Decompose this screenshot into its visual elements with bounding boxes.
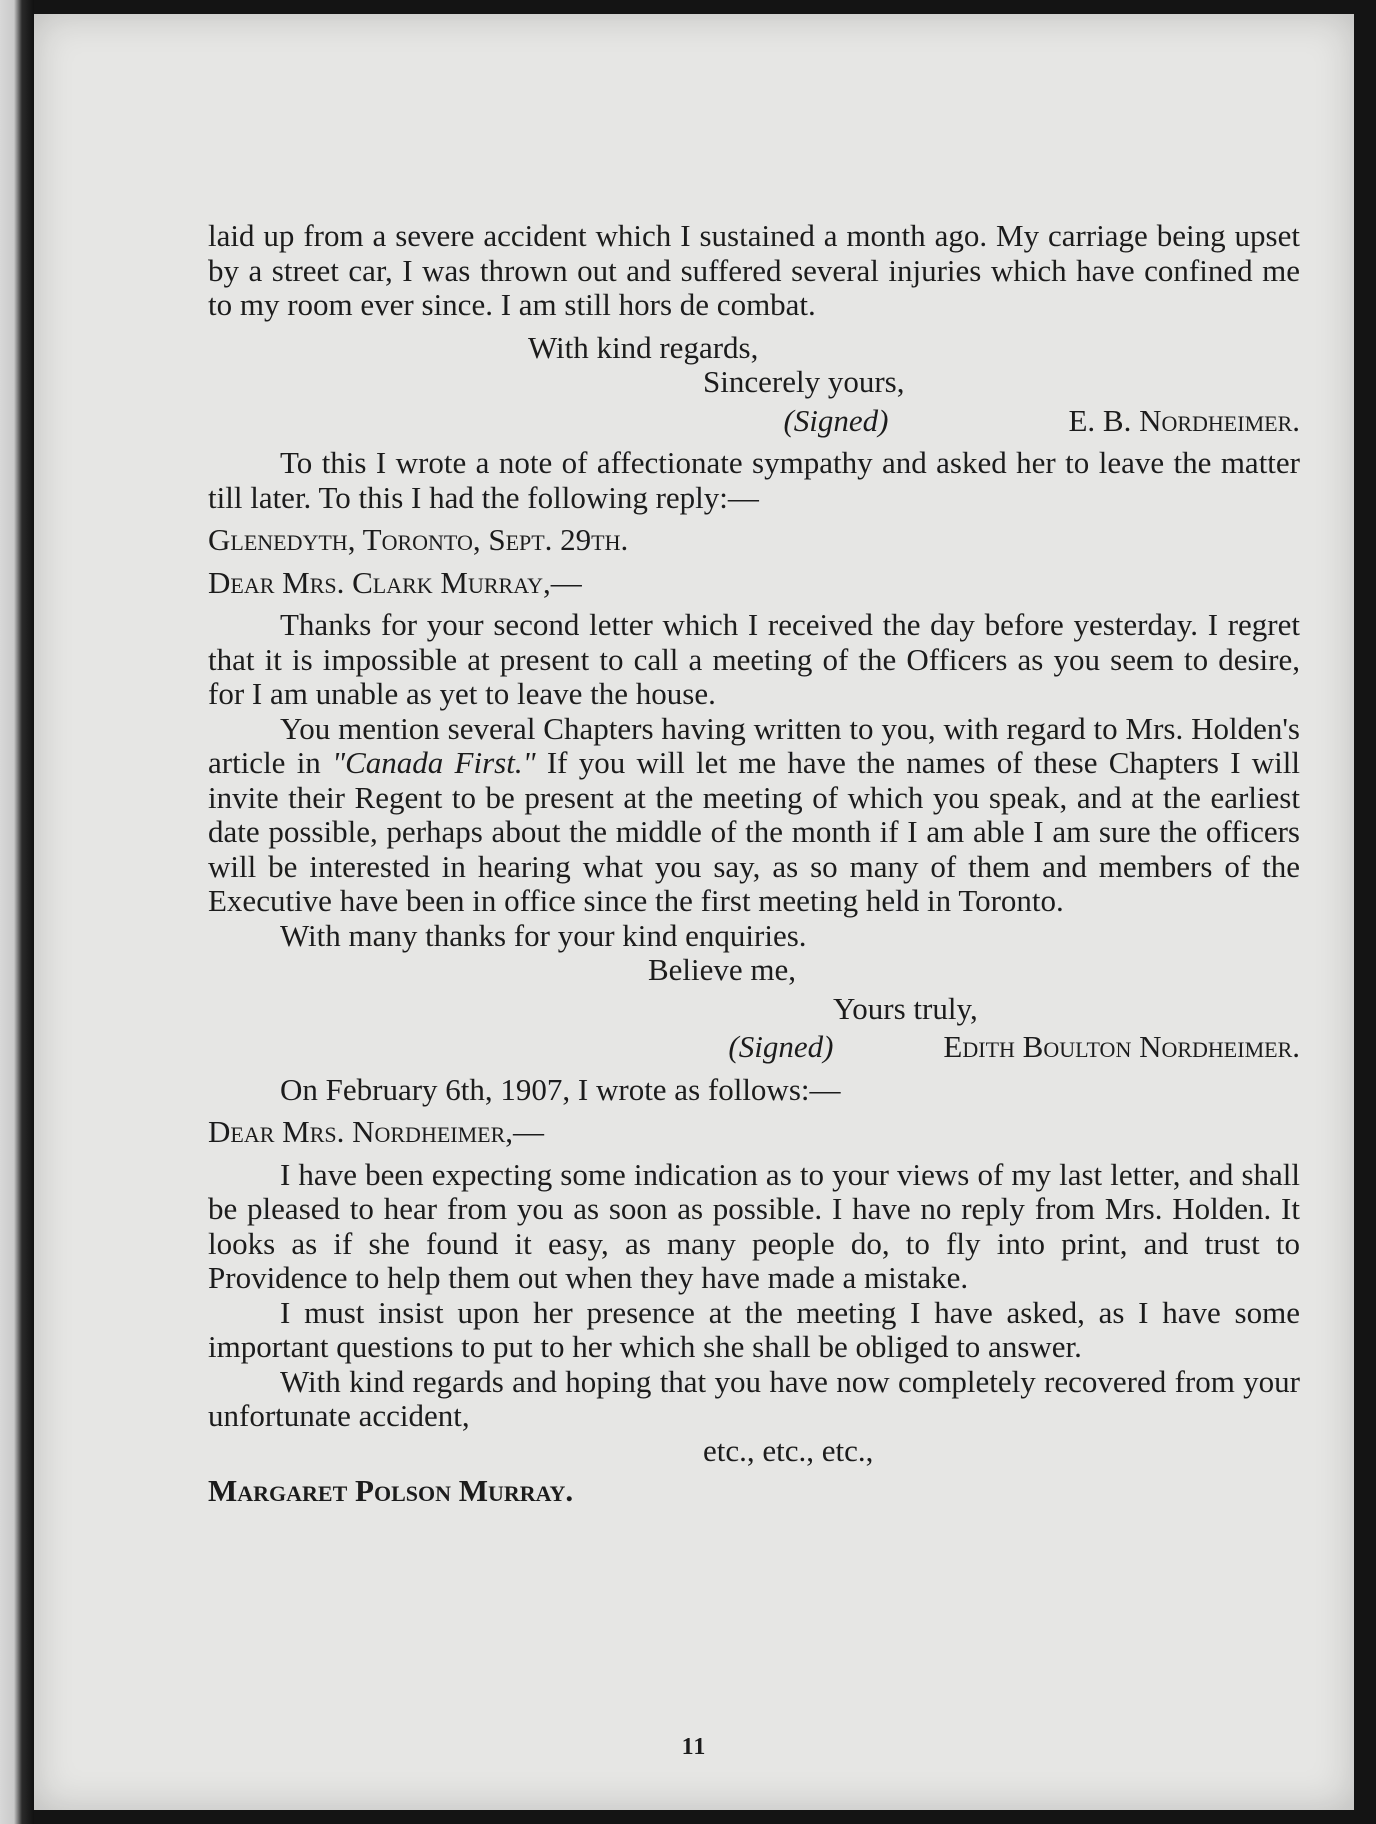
signed-label-2: (Signed): [728, 1029, 834, 1064]
canada-first-title: "Canada First.": [332, 745, 536, 780]
paragraph-kind-regards: With kind regards and hoping that you have now completely recovered from your unfortunate accident,: [208, 1363, 1300, 1433]
paragraph-insist: I must insist upon her presence at the meeting I have asked, as I have some important questions to put to her which she shall be obliged to answer.: [208, 1294, 1300, 1364]
signature-row-1: [208, 404, 1300, 439]
paragraph-sympathy-note: To this I wrote a note of affectionate sympathy and asked her to leave the matter till later. To this I had the following reply:—: [208, 445, 1300, 515]
paragraph-february-letter: On February 6th, 1907, I wrote as follows:—: [280, 1071, 841, 1107]
signer-margaret-polson-murray: Margaret Polson Murray.: [208, 1473, 574, 1508]
paragraph-chapters: [208, 712, 1300, 919]
paragraph-thanks: Thanks for your second letter which I received the day before yesterday. I regret that it is impossible at present to call a meeting of the Officers as you seem to desire, for I am unable as yet to leave the house.: [208, 607, 1300, 711]
page-number: 11: [681, 1734, 707, 1760]
signed-label-1: (Signed): [783, 402, 889, 438]
page-text: [208, 219, 1300, 1509]
paragraph-accident: laid up from a severe accident which I sustained a month ago. My carriage being upset by a street car, I was thrown out and suffered several injuries which have confined me to my room ever since. I am still hors de combat.: [208, 218, 1300, 322]
book-page: [34, 14, 1354, 1810]
closing-kind-regards: With kind regards,: [528, 329, 759, 365]
dateline: Glenedyth, Toronto, Sept. 29th.: [208, 522, 629, 557]
closing-yours-truly: Yours truly,: [833, 990, 978, 1026]
salutation-nordheimer: Dear Mrs. Nordheimer,—: [208, 1114, 545, 1149]
book-spine: [0, 0, 34, 1824]
paragraph-expecting: I have been expecting some indication as to your views of my last letter, and shall be pleased to hear from you as soon as possible. I have no reply from Mrs. Holden. It looks as if she found it easy, as many people do, to fly into print, and trust to Providence to help them out when they have made a mistake.: [208, 1156, 1300, 1295]
signature-row-2: [208, 1030, 1300, 1065]
signer-edith-boulton-nordheimer: Edith Boulton Nordheimer.: [943, 1029, 1300, 1064]
salutation-clark-murray: Dear Mrs. Clark Murray,—: [208, 564, 582, 600]
chapters-text-b: If you will let me have the names of these Chapters I will invite their Regent to be present at the meeting of which you speak, and at the earliest date possible, perhaps about the middle of the month if I am able I am sure the officers will be interested in hearing what you say, as so many of them and members of the Executive have been in office since the first meeting held in Toronto.: [208, 745, 1300, 918]
closing-etc: etc., etc., etc.,: [703, 1432, 874, 1468]
paragraph-many-thanks: With many thanks for your kind enquiries.: [280, 917, 807, 953]
closing-believe-me: Believe me,: [648, 952, 797, 987]
closing-sincerely: Sincerely yours,: [703, 364, 905, 399]
signer-e-b-nordheimer: E. B. Nordheimer.: [1068, 402, 1300, 438]
chapters-text-a: You mention several Chapters having written to you, with regard to Mrs. Holden's article in: [208, 710, 1300, 780]
